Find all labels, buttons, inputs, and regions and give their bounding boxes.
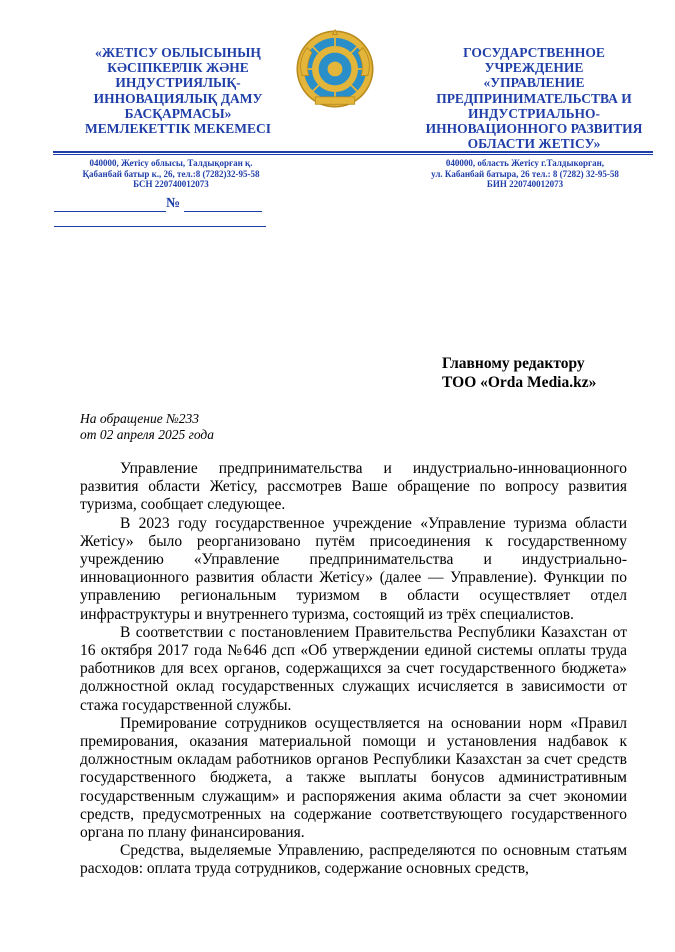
addressee-organization: ТОО «Orda Media.kz» [442, 374, 597, 391]
letterhead-left-title [58, 45, 298, 136]
reference-date: от 02 апреля 2025 года [80, 427, 214, 442]
letterhead-divider-thin [53, 154, 653, 155]
letterhead-left-address [60, 158, 282, 190]
address-line: ул. Кабанбай батыра, 26 тел.: 8 (7282) 32-95-58 [431, 168, 619, 179]
body-paragraph: В соответствии с постановлением Правительства Республики Казахстан от 16 октября 2017 года №646 дсп «Об утверждении единой системы оплаты труда работников для всех органов, содержащихся за счет государственного бюджета» должностной оклад государственных служащих исчисляется в зависимости от стажа государственной службы. [80, 623, 627, 714]
address-line: 040000, область Жетісу г.Талдыкорган, [445, 158, 605, 168]
body-paragraph: Премирование сотрудников осуществляется на основании норм «Правил премирования, оказания материальной помощи и установления надбавок к должностным окладам работников органов Республики Казахстан за счет средств государственного бюджета, а также выплаты бонусов административным государственным служащим» и распоряжения акима области за счет экономии средств, предусмотренных на содержание соответствующего государственного органа по плану финансирования. [80, 714, 627, 842]
address-line: БСН 220740012073 [133, 179, 209, 189]
letterhead-right-title [408, 45, 660, 151]
body-paragraph: Средства, выделяемые Управлению, распределяются по основным статьям расходов: оплата труда сотрудников, содержание основных средств, [80, 842, 627, 878]
letterhead-right-line: «УПРАВЛЕНИЕ [483, 75, 585, 91]
address-line: БИН 220740012073 [486, 179, 564, 189]
letterhead-right-line: ОБЛАСТИ ЖЕТІСУ» [467, 136, 601, 152]
address-line: 040000, Жетісу облысы, Талдықорған қ. [89, 158, 253, 168]
letterhead-right-line: ПРЕДПРИНИМАТЕЛЬСТВА И [436, 90, 632, 106]
letterhead-left-line: ИНДУСТРИЯЛЫҚ- [115, 75, 241, 91]
reference-number: На обращение №233 [80, 411, 200, 426]
address-line: Қабанбай батыр к., 26, тел.:8 (7282)32-95-58 [82, 168, 260, 179]
letterhead-right-line: УЧРЕЖДЕНИЕ [484, 60, 584, 76]
letterhead-left-line: КӘСІПКЕРЛІК ЖӘНЕ [107, 60, 249, 76]
addressee-position: Главному редактору [442, 355, 585, 372]
letterhead-left-line: БАСҚАРМАСЫ» [124, 105, 232, 121]
reference-block [80, 411, 214, 443]
letter-body [80, 460, 627, 879]
outgoing-date-blank [54, 197, 166, 212]
letterhead-right-line: ГОСУДАРСТВЕННОЕ [463, 45, 605, 60]
number-sign: № [166, 196, 181, 211]
addressee-block [442, 354, 596, 392]
registration-blank-line [54, 226, 266, 227]
state-emblem-icon [294, 28, 376, 110]
letterhead-left-line: МЕМЛЕКЕТТІК МЕКЕМЕСІ [84, 121, 272, 137]
body-paragraph: Управление предпринимательства и индустриально-инновационного развития области Жетісу, рассмотрев Ваше обращение по вопросу развития туризма, сообщает следующее. [80, 460, 627, 514]
letterhead-right-address [395, 158, 655, 190]
letterhead-left-line: «ЖЕТІСУ ОБЛЫСЫНЫҢ [95, 45, 261, 60]
letterhead-left-line: ИННОВАЦИЯЛЫҚ ДАМУ [93, 90, 263, 106]
letterhead-right-line: ИНДУСТРИАЛЬНО- [467, 105, 601, 121]
letterhead-divider [53, 151, 653, 153]
outgoing-number-blank [184, 197, 262, 212]
body-paragraph: В 2023 году государственное учреждение «Управление туризма области Жетісу» было реорганизовано путём присоединения к государственному учреждению «Управление предпринимательства и индустриально-инновационного развития области Жетісу» (далее — Управление). Функции по управлению региональным туризмом в области осуществляет отдел инфраструктуры и внутреннего туризма, состоящий из трёх специалистов. [80, 514, 627, 623]
outgoing-number-line [54, 196, 262, 212]
letterhead-right-line: ИННОВАЦИОННОГО РАЗВИТИЯ [425, 121, 643, 137]
